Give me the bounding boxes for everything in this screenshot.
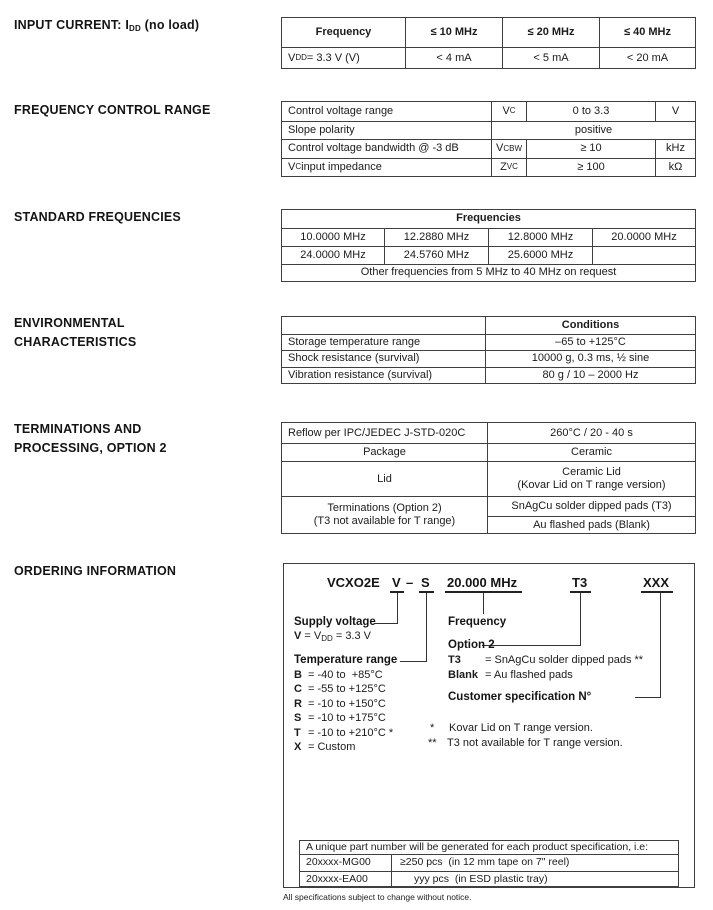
header-cell-empty	[282, 317, 485, 334]
part-number-family: VCXO2E	[327, 575, 380, 590]
temp-key: S	[294, 712, 302, 724]
table-row	[282, 350, 695, 367]
part-number-frequency: 20.000 MHz	[447, 575, 518, 590]
leader-line-frequency	[483, 593, 484, 614]
value-cell: < 5 mA	[502, 48, 599, 68]
footnote-mark: *	[430, 722, 435, 734]
frequency-cell-empty	[592, 247, 695, 264]
heading-text: INPUT CURRENT: I	[14, 18, 130, 32]
table-row	[282, 121, 695, 140]
temp-key: B	[294, 668, 302, 681]
param-cell: Package	[363, 446, 406, 458]
value-cell: ≥ 10	[526, 140, 655, 158]
page-footer-note: All specifications subject to change without notice.	[283, 892, 472, 902]
footnote-text: T3 not available for T range version.	[447, 736, 623, 749]
unit-cell: kHz	[655, 140, 695, 158]
value-cell: 10000 g, 0.3 ms, ½ sine	[485, 351, 695, 367]
table-row	[282, 139, 695, 158]
part-table-header: A unique part number will be generated for each product specification, i.e:	[300, 841, 678, 855]
option2-item	[448, 669, 573, 681]
part-number-cell: 20xxxx-MG00	[300, 855, 392, 871]
temp-desc: = -40 to +85°C	[308, 668, 383, 681]
row-label-cell: V DD = 3.3 V (V)	[288, 51, 360, 64]
table-header-row	[282, 18, 695, 47]
cell-text: input impedance	[301, 160, 382, 173]
section-heading-environmental	[14, 314, 136, 352]
table-header-row	[282, 210, 695, 228]
value-cell-span: positive	[491, 122, 695, 140]
value-cell: 260°C / 20 - 40 s	[487, 423, 695, 443]
frequency-label: Frequency	[448, 616, 507, 628]
unit-cell: kΩ	[655, 159, 695, 177]
header-cell: Conditions	[485, 317, 695, 334]
cell-text: V	[288, 160, 296, 173]
cell-text: V	[288, 51, 296, 64]
param-cell: Storage temperature range	[288, 335, 421, 348]
leader-line-custspec	[660, 593, 661, 698]
temp-range-item	[294, 727, 393, 739]
option-desc: = Au flashed pads	[485, 668, 573, 681]
temp-desc: = -10 to +175°C	[308, 712, 386, 724]
footnote-text: Kovar Lid on T range version.	[449, 722, 593, 734]
supply-eq-rest: = 3.3 V	[332, 630, 372, 642]
option2-label: Option 2	[448, 639, 495, 651]
param-cell: V C input impedance	[288, 160, 382, 173]
temp-range-item	[294, 669, 383, 681]
leader-line-voltage	[397, 593, 398, 624]
frequency-cell: 24.5760 MHz	[384, 247, 488, 264]
temp-key: R	[294, 697, 302, 710]
table-row	[282, 334, 695, 351]
param-cell-two-line	[282, 497, 487, 533]
cell-line-1: Ceramic Lid	[562, 466, 621, 478]
frequency-cell: 24.0000 MHz	[300, 248, 366, 261]
param-cell: Slope polarity	[288, 123, 355, 136]
split-cell-top: SnAgCu solder dipped pads (T3)	[511, 500, 672, 512]
cell-text: V	[495, 142, 504, 155]
header-cell: ≤ 40 MHz	[599, 18, 695, 47]
symbol-cell: Z VC	[491, 159, 526, 177]
symbol-cell: V CBW	[491, 140, 526, 158]
frequency-cell: 25.6000 MHz	[488, 247, 592, 264]
quantity-cell: ≥250 pcs (in 12 mm tape on 7" reel)	[400, 856, 570, 868]
section-heading-frequency-control: FREQUENCY CONTROL RANGE	[14, 103, 211, 117]
table-row	[282, 47, 695, 68]
temperature-range-label: Temperature range	[294, 654, 398, 666]
table-row	[282, 102, 695, 121]
section-heading-ordering: ORDERING INFORMATION	[14, 564, 177, 578]
param-cell: Lid	[377, 472, 392, 485]
cell-line-2: (Kovar Lid on T range version)	[517, 479, 666, 491]
footer-cell: Other frequencies from 5 MHz to 40 MHz on request	[360, 266, 617, 279]
temp-key: C	[294, 683, 302, 695]
section-heading-terminations	[14, 420, 167, 458]
part-table-row	[300, 871, 678, 887]
param-cell: Reflow per IPC/JEDEC J-STD-020C	[288, 426, 466, 439]
value-cell: 80 g / 10 – 2000 Hz	[485, 368, 695, 384]
leader-line-voltage-h	[374, 623, 398, 624]
part-number-dash: –	[406, 575, 414, 590]
supply-voltage-label: Supply voltage	[294, 616, 376, 628]
value-cell: ≥ 100	[526, 159, 655, 177]
table-row	[282, 246, 695, 264]
temp-key: X	[294, 741, 302, 753]
frequency-cell: 10.0000 MHz	[300, 230, 366, 243]
value-cell: < 20 mA	[599, 48, 695, 68]
section-heading-standard-frequencies: STANDARD FREQUENCIES	[14, 210, 181, 224]
table-header-row	[282, 317, 695, 334]
ordering-information-box	[283, 563, 695, 888]
frequency-cell: 12.8000 MHz	[488, 229, 592, 246]
part-number-temp: S	[421, 575, 430, 590]
underline-custspec	[641, 591, 673, 593]
header-cell: Frequencies	[456, 212, 521, 225]
value-cell-split	[487, 497, 695, 533]
frequency-cell: 20.0000 MHz	[592, 229, 695, 246]
temp-range-item	[294, 683, 386, 695]
leader-line-custspec-h	[635, 697, 661, 698]
temp-desc: = -10 to +150°C	[308, 697, 386, 710]
temp-desc: = Custom	[308, 741, 356, 753]
symbol-cell: V C	[491, 102, 526, 121]
supply-voltage-value	[294, 630, 371, 642]
heading-subscript: DD	[129, 24, 141, 33]
temp-key: T	[294, 726, 301, 739]
value-cell: < 4 mA	[405, 48, 502, 68]
supply-subscript: DD	[321, 634, 333, 643]
table-row	[282, 423, 695, 443]
temp-range-item	[294, 741, 355, 753]
table-row	[282, 461, 695, 496]
value-cell: 0 to 3.3	[526, 102, 655, 121]
heading-line-2: CHARACTERISTICS	[14, 335, 137, 349]
param-cell: Vibration resistance (survival)	[288, 368, 433, 381]
value-cell-two-line	[487, 462, 695, 496]
terminations-table	[281, 422, 696, 534]
part-number-voltage: V	[392, 575, 401, 590]
input-current-table	[281, 17, 696, 69]
temp-range-item	[294, 712, 386, 724]
environmental-table	[281, 316, 696, 384]
cell-text: Z	[500, 160, 507, 173]
unit-cell: V	[655, 102, 695, 121]
cell-line-2: (T3 not available for T range)	[313, 515, 456, 527]
value-cell: Ceramic	[487, 444, 695, 461]
part-number-option: T3	[572, 575, 588, 590]
heading-line-1: ENVIRONMENTAL	[14, 316, 125, 330]
cell-line-1: Terminations (Option 2)	[327, 502, 442, 514]
cell-text: = 3.3 V (V)	[306, 51, 360, 64]
header-cell: ≤ 10 MHz	[405, 18, 502, 47]
split-cell-bottom: Au flashed pads (Blank)	[488, 516, 695, 533]
leader-line-temp	[426, 593, 427, 662]
section-heading-input-current	[14, 16, 199, 35]
temp-desc: = -55 to +125°C	[308, 683, 386, 695]
supply-eq: = V	[301, 630, 322, 642]
leader-line-temp-h	[400, 661, 427, 662]
table-row	[282, 158, 695, 177]
footnote	[428, 737, 623, 749]
part-number-cell: 20xxxx-EA00	[300, 872, 392, 887]
table-footer-row	[282, 264, 695, 282]
temp-range-item	[294, 698, 386, 710]
cell-text: V	[502, 104, 510, 117]
frequency-control-table	[281, 101, 696, 177]
value-cell: –65 to +125°C	[485, 335, 695, 351]
heading-text: (no load)	[140, 18, 200, 32]
heading-line-2: PROCESSING, OPTION 2	[14, 441, 167, 455]
supply-key: V	[294, 630, 302, 642]
leader-line-option	[580, 593, 581, 646]
footnote	[430, 722, 593, 734]
part-table-row	[300, 855, 678, 871]
standard-frequencies-table	[281, 209, 696, 282]
part-number-table	[299, 840, 679, 887]
header-cell: Frequency	[315, 26, 372, 38]
temp-desc: = -10 to +210°C *	[308, 726, 394, 739]
leader-line-option-h	[482, 645, 581, 646]
option-key: T3	[448, 654, 461, 666]
param-cell: Control voltage range	[288, 104, 394, 117]
param-cell: Shock resistance (survival)	[288, 352, 420, 365]
customer-spec-label: Customer specification N°	[448, 691, 592, 703]
option-key: Blank	[448, 668, 478, 681]
option-desc: = SnAgCu solder dipped pads **	[485, 654, 644, 666]
param-cell: Control voltage bandwidth @ -3 dB	[288, 142, 459, 155]
frequency-cell: 12.2880 MHz	[384, 229, 488, 246]
footnote-mark: **	[428, 736, 437, 749]
quantity-cell: yyy pcs (in ESD plastic tray)	[414, 872, 548, 885]
table-row	[282, 228, 695, 246]
heading-line-1: TERMINATIONS AND	[14, 422, 142, 436]
table-row	[282, 443, 695, 461]
table-row	[282, 367, 695, 384]
table-row	[282, 496, 695, 533]
header-cell: ≤ 20 MHz	[502, 18, 599, 47]
part-number-custspec: XXX	[643, 575, 670, 590]
option2-item	[448, 654, 643, 666]
